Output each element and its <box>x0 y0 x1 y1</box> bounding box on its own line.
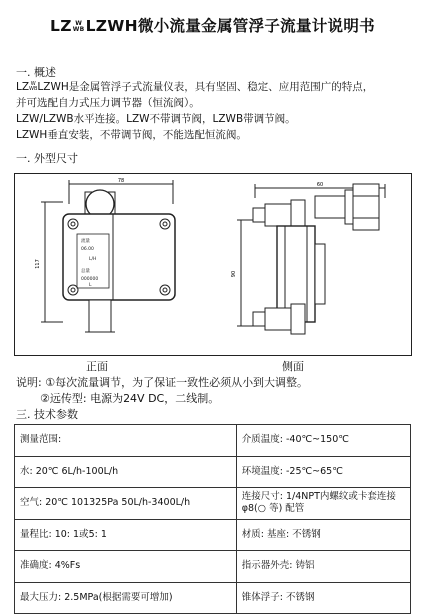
section-tech-heading: 三. 技术参数 <box>16 408 78 421</box>
plate-text-5: 000000 <box>81 277 99 282</box>
table-row <box>15 488 411 520</box>
table-cell: 测量范围: <box>15 425 237 457</box>
document-title: LZ W WB LZWH微小流量金属管浮子流量计说明书 <box>50 17 375 35</box>
table-cell: 空气: 20℃ 101325Pa 50L/h-3400L/h <box>15 488 237 520</box>
plate-text-1: 流量 <box>81 239 90 244</box>
table-cell: 介质温度: -40℃~150℃ <box>236 425 410 457</box>
table-row <box>15 456 411 488</box>
section-overview-heading: 一. 概述 <box>16 66 56 79</box>
side-view-label: 侧面 <box>282 360 304 373</box>
plate-text-3: L/H <box>89 257 97 262</box>
front-body <box>63 214 175 300</box>
table-row <box>15 582 411 614</box>
note-line-2: ②远传型: 电源为24V DC，二线制。 <box>40 392 220 405</box>
front-view-label: 正面 <box>86 360 108 373</box>
overview-line-1: LZ W WB LZWH是金属管浮子式流量仪表，具有坚固、稳定、应用范围广的特点， <box>16 81 374 93</box>
plate-text-6: L <box>89 283 92 288</box>
table-cell: 量程比: 10: 1或5: 1 <box>15 519 237 551</box>
regulator-valve <box>353 184 379 230</box>
drawing-svg <box>15 174 411 355</box>
front-width-value: 78 <box>117 178 125 184</box>
plate-text-2: 06.00 <box>81 247 94 252</box>
table-cell: 环境温度: -25℃~65℃ <box>236 456 410 488</box>
table-cell: 指示器外壳: 铸铝 <box>236 551 410 583</box>
plate-text-4: 总量 <box>81 269 90 274</box>
note-line-1: 说明: ①每次流量调节，为了保证一致性必须从小到大调整。 <box>16 376 309 389</box>
technical-drawing <box>14 173 412 356</box>
overview-line-2: 并可选配自力式压力调节器（恒流阀）。 <box>16 97 200 109</box>
table-cell: 连接尺寸: 1/4NPT内螺纹或卡套连接 φ8(○ 等) 配管 <box>236 488 410 520</box>
overview-line-4: LZWH垂直安装，不带调节阀，不能选配恒流阀。 <box>16 129 247 141</box>
table-cell: 准确度: 4%Fs <box>15 551 237 583</box>
side-height-value: 90 <box>231 270 237 278</box>
table-row <box>15 425 411 457</box>
overview-line-3: LZW/LZWB水平连接。LZW不带调节阀，LZWB带调节阀。 <box>16 113 296 125</box>
table-cell: 最大压力: 2.5MPa(根据需要可增加) <box>15 582 237 614</box>
table-row <box>15 551 411 583</box>
table-row <box>15 519 411 551</box>
side-width-value: 60 <box>316 182 324 188</box>
spec-table <box>14 424 411 614</box>
table-cell: 材质: 基座: 不锈钢 <box>236 519 410 551</box>
title-subscript: W WB <box>72 19 85 33</box>
table-cell: 锥体浮子: 不锈钢 <box>236 582 410 614</box>
section-dimensions-heading: 一. 外型尺寸 <box>16 152 78 165</box>
table-cell: 水: 20℃ 6L/h-100L/h <box>15 456 237 488</box>
front-height-value: 117 <box>35 259 41 269</box>
